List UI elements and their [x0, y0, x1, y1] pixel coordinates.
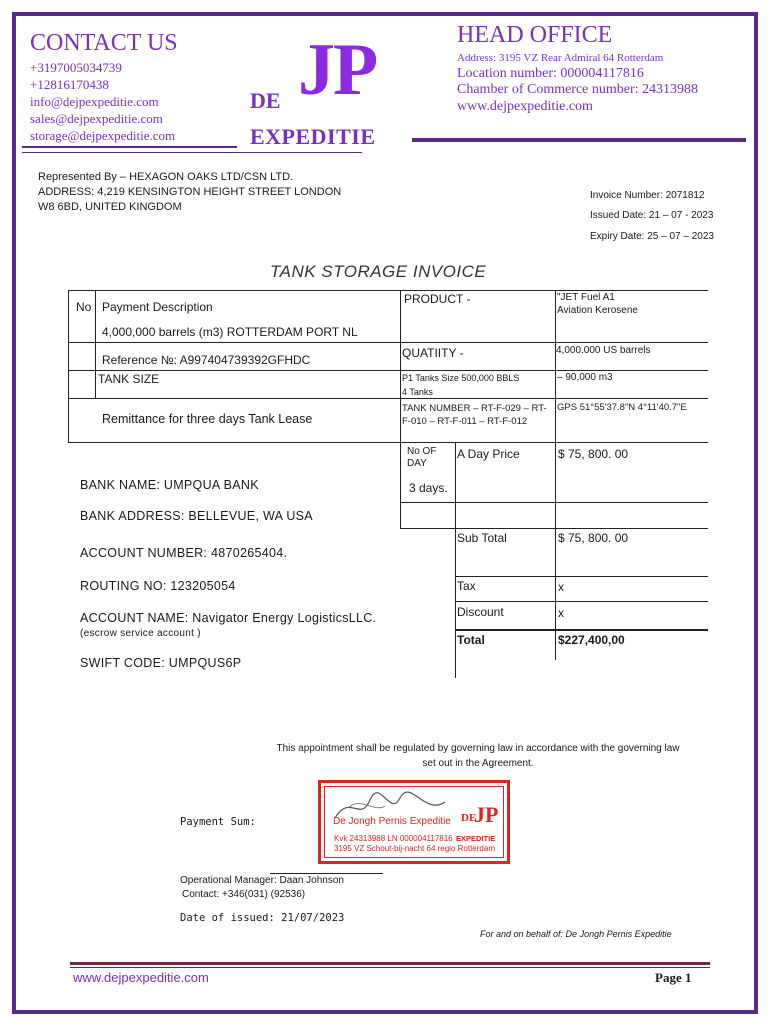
footer-rule — [70, 962, 710, 965]
header-rule-mid — [22, 152, 362, 153]
gps-coordinates: GPS 51°55'37.8"N 4°11'40.7"E — [557, 402, 687, 413]
tax-value: x — [558, 580, 564, 594]
col-payment-description: Payment Description — [102, 300, 213, 314]
operational-manager: Operational Manager: Daan Johnson — [180, 875, 344, 886]
stamp-de: DE — [461, 812, 477, 824]
stamp-name: De Jongh Pernis Expeditie — [333, 816, 451, 827]
escrow-note: (escrow service account ) — [80, 628, 201, 639]
bank-address: BANK ADDRESS: BELLEVUE, WA USA — [80, 509, 313, 523]
header-rule-right — [412, 138, 746, 142]
head-office-title: HEAD OFFICE — [457, 22, 613, 48]
issued-date: Issued Date: 21 – 07 - 2023 — [590, 210, 714, 221]
logo-jp: JP — [298, 29, 377, 111]
contact-phone-2[interactable]: +12816170438 — [30, 77, 109, 92]
head-office-address: Address: 3195 VZ Rear Admiral 64 Rotterdam — [457, 52, 664, 64]
swift-code: SWIFT CODE: UMPQUS6P — [80, 656, 242, 670]
table-line — [455, 601, 708, 602]
expiry-date: Expiry Date: 25 – 07 – 2023 — [590, 231, 714, 242]
bank-name: BANK NAME: UMPQUA BANK — [80, 478, 259, 492]
manager-contact: Contact: +346(031) (92536) — [182, 889, 306, 900]
governing-line-1: This appointment shall be regulated by governing law in accordance with the governing law — [276, 743, 680, 754]
table-line — [95, 290, 96, 398]
head-office-chamber: Chamber of Commerce number: 24313988 — [457, 82, 699, 97]
footer-website[interactable]: www.dejpexpeditie.com — [73, 970, 209, 985]
product-value-2: Aviation Kerosene — [557, 305, 638, 316]
reference-number: Reference №: A997404739392GFHDC — [102, 353, 311, 367]
subtotal-value: $ 75, 800. 00 — [558, 531, 629, 545]
discount-label: Discount — [457, 605, 504, 619]
page-number: Page 1 — [655, 970, 692, 985]
stamp-jp: JP — [474, 802, 499, 827]
contact-email-storage[interactable]: storage@dejpexpeditie.com — [30, 128, 176, 143]
table-line — [68, 442, 708, 443]
header-rule-left — [22, 146, 237, 148]
footer-rule-thin — [70, 967, 710, 968]
table-line — [455, 442, 456, 678]
table-line — [400, 528, 708, 529]
tank-size-detail-1: P1 Tanks Size 500,000 BBLS — [402, 373, 520, 383]
tank-number: TANK NUMBER – RT-F-029 – RT-F-010 – RT-F-011 – RT-F-012 — [402, 403, 547, 427]
total-value: $227,400,00 — [558, 633, 625, 647]
table-line — [68, 290, 69, 442]
table-line — [400, 502, 708, 503]
day-price-value: $ 75, 800. 00 — [558, 447, 629, 461]
discount-value: x — [558, 606, 564, 620]
table-line — [455, 576, 708, 577]
no-of-day-label: No OF DAY — [407, 446, 437, 469]
total-label: Total — [457, 633, 485, 647]
payment-sum: Payment Sum: — [180, 816, 256, 828]
table-line — [68, 342, 708, 343]
invoice-title: TANK STORAGE INVOICE — [270, 262, 487, 281]
tax-label: Tax — [457, 579, 476, 593]
governing-law — [200, 741, 756, 771]
tank-size-value: – 90,000 m3 — [557, 372, 613, 383]
account-name: ACCOUNT NAME: Navigator Energy LogisticsLLC. — [80, 611, 377, 625]
invoice-number: Invoice Number: 2071812 — [590, 190, 705, 201]
table-line — [68, 290, 708, 291]
table-line — [400, 290, 401, 528]
table-line — [68, 398, 708, 399]
routing-number: ROUTING NO: 123205054 — [80, 579, 236, 593]
logo-expeditie: EXPEDITIE — [250, 124, 376, 149]
contact-email-sales[interactable]: sales@dejpexpeditie.com — [30, 111, 163, 126]
col-no: No — [76, 300, 92, 314]
tank-size-detail-2: 4 Tanks — [402, 387, 433, 397]
on-behalf-of: For and on behalf of: De Jongh Pernis Expeditie — [480, 929, 672, 939]
tank-size-label: TANK SIZE — [98, 372, 160, 386]
no-of-day-value: 3 days. — [409, 481, 448, 495]
date-of-issued: Date of issued: 21/07/2023 — [180, 912, 345, 924]
table-line — [68, 370, 708, 371]
quantity-label: QUATIITY - — [402, 346, 464, 360]
day-price-label: A Day Price — [457, 447, 520, 461]
signature-line — [270, 873, 383, 874]
governing-line-2: set out in the Agreement. — [422, 758, 534, 769]
logo-de: DE — [250, 88, 281, 113]
contact-title: CONTACT US — [30, 30, 178, 56]
row-barrels: 4,000,000 barrels (m3) ROTTERDAM PORT NL — [102, 325, 358, 339]
represented-address-1: ADDRESS: 4,219 KENSINGTON HEIGHT STREET LONDON — [38, 186, 342, 198]
remittance: Remittance for three days Tank Lease — [102, 412, 313, 426]
product-value-1: "JET Fuel A1 — [557, 292, 615, 303]
head-office-location: Location number: 000004117816 — [457, 66, 644, 81]
head-office-web[interactable]: www.dejpexpeditie.com — [457, 99, 593, 114]
quantity-value: 4,000.000 US barrels — [556, 345, 651, 356]
subtotal-label: Sub Total — [457, 531, 507, 545]
product-label: PRODUCT - — [404, 292, 471, 306]
stamp-expeditie: EXPEDITIE — [456, 834, 496, 843]
contact-phone-1[interactable]: +3197005034739 — [30, 60, 122, 75]
represented-by: Represented By – HEXAGON OAKS LTD/CSN LTD. — [38, 171, 294, 183]
stamp-address: 3195 VZ Schout-bij-nacht 64 regio Rotterdam — [334, 844, 495, 853]
table-line — [455, 629, 708, 631]
contact-email-info[interactable]: info@dejpexpeditie.com — [30, 94, 159, 109]
account-number: ACCOUNT NUMBER: 4870265404. — [80, 546, 288, 560]
stamp-kvk: Kvk 24313988 LN 000004117816 — [334, 834, 453, 843]
represented-address-2: W8 6BD, UNITED KINGDOM — [38, 201, 182, 213]
